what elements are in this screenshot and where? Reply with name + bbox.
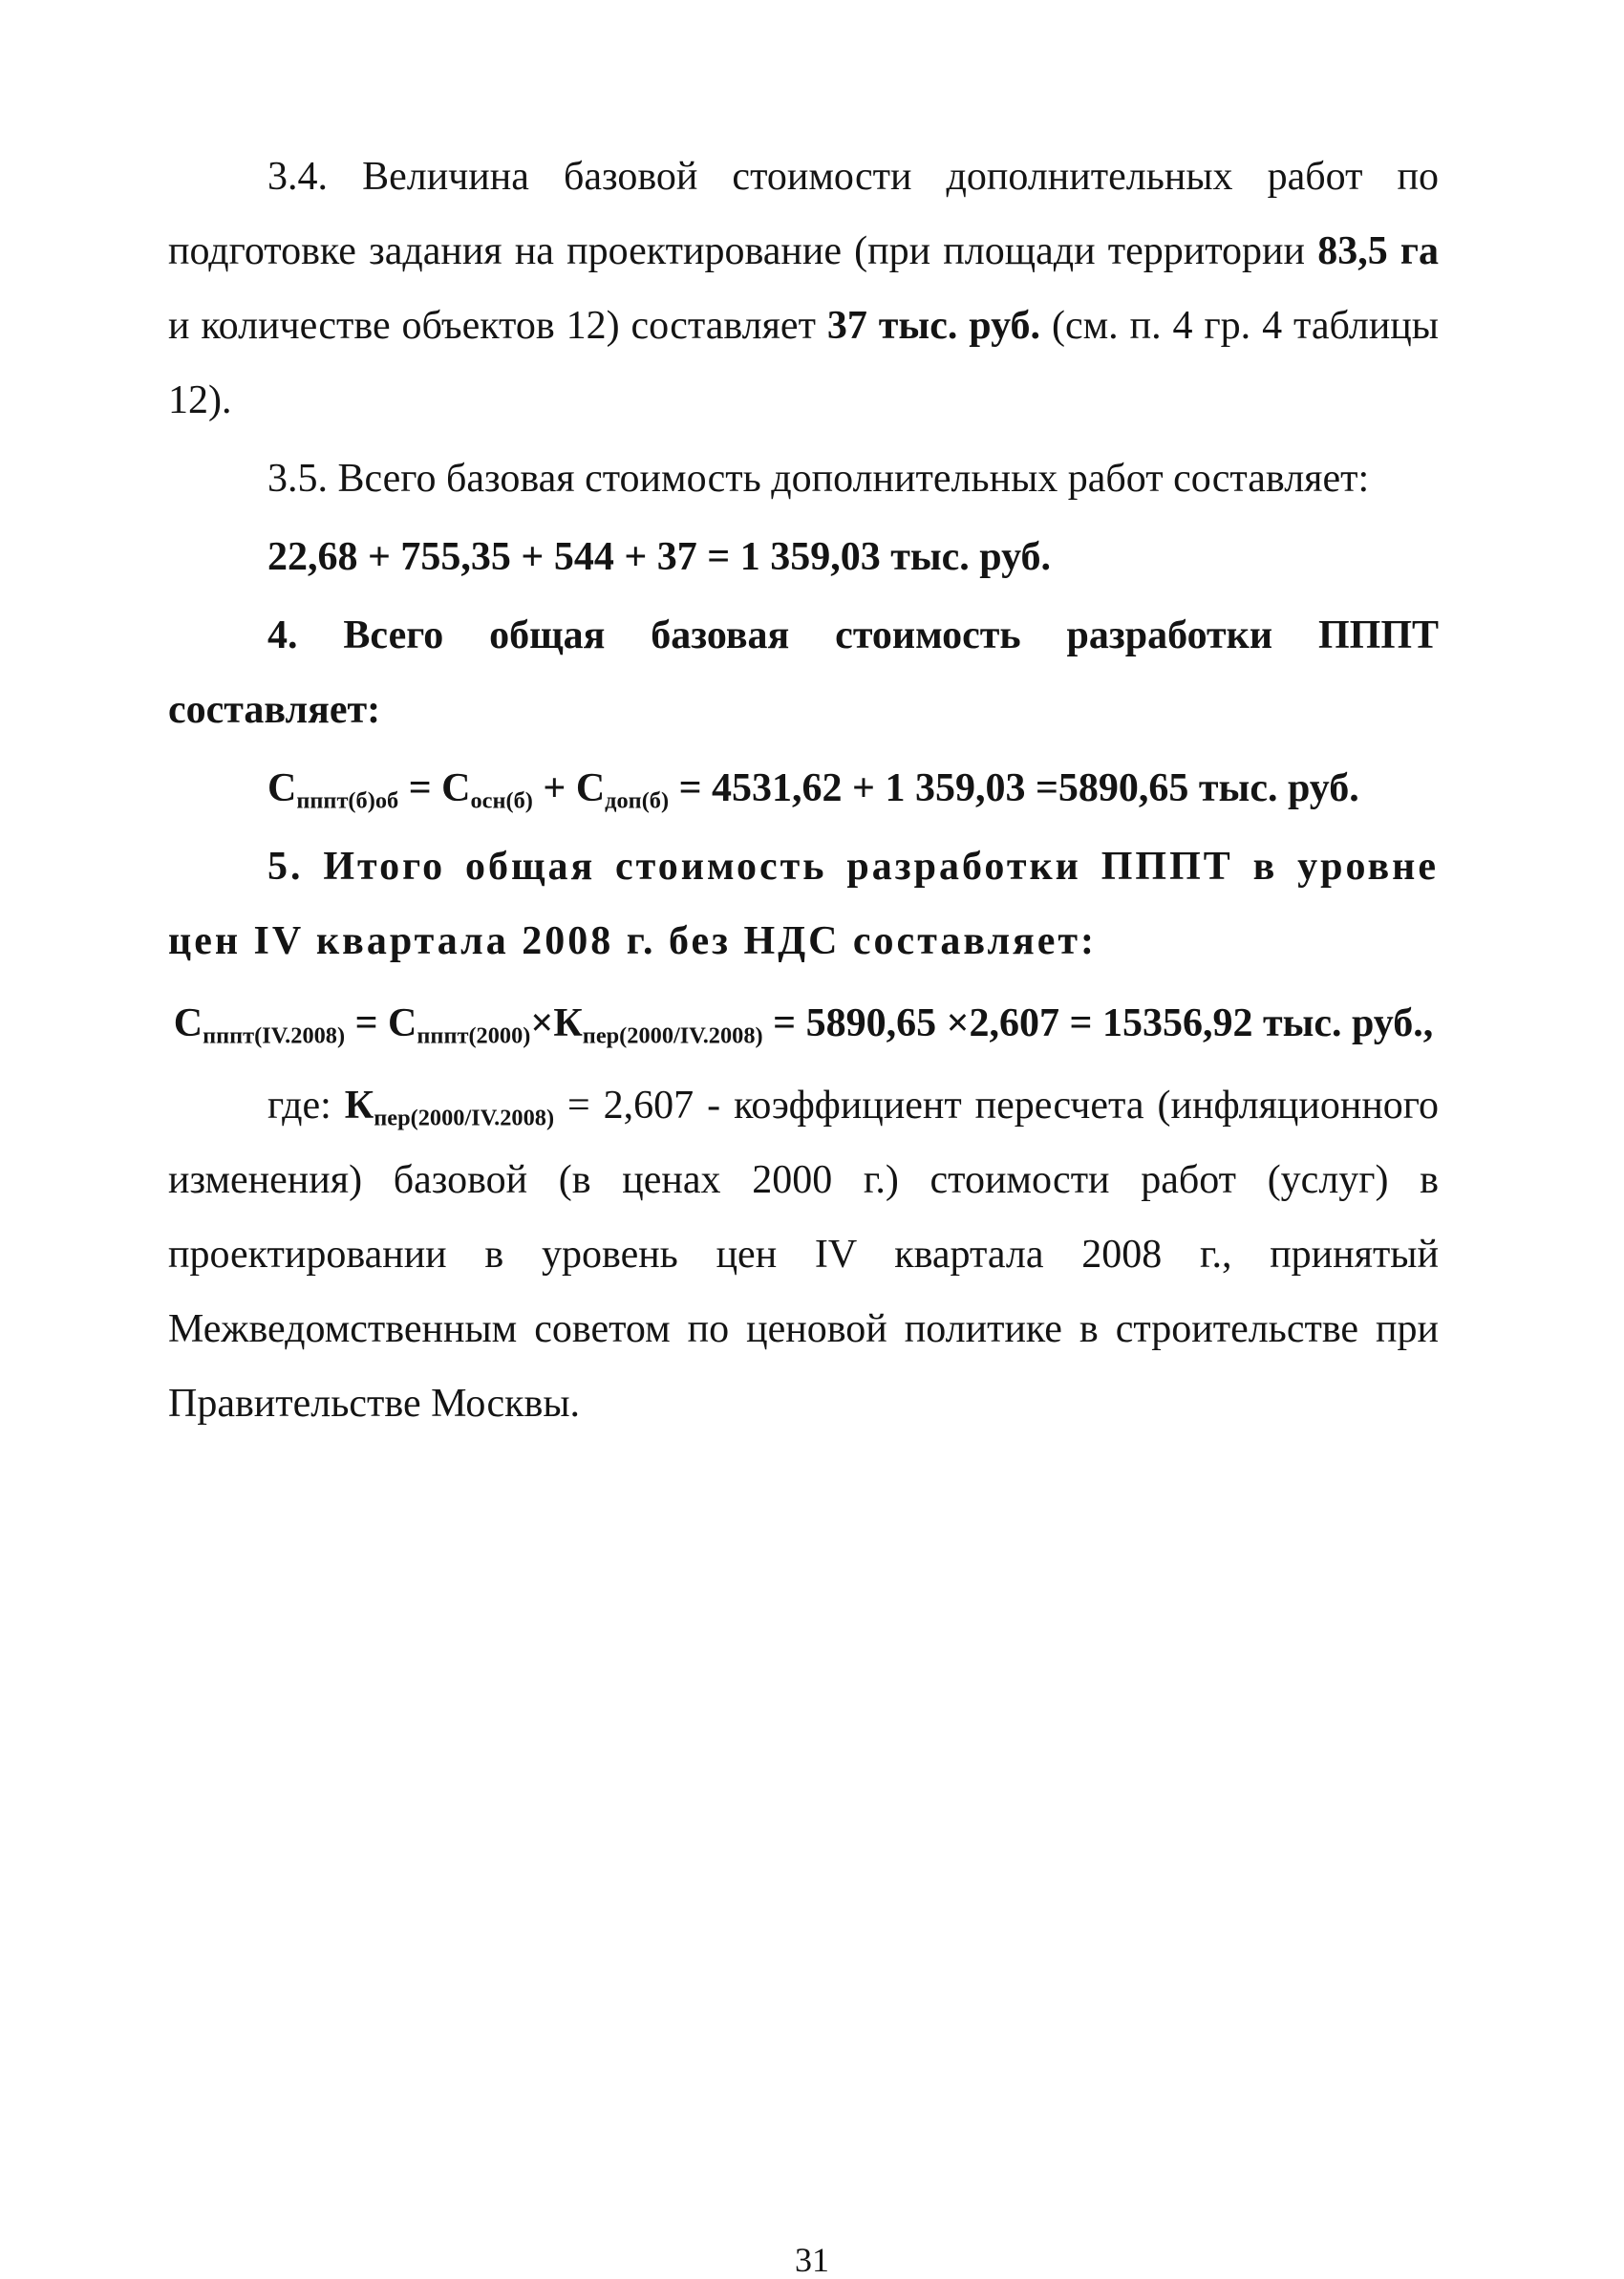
f5-sub1: пппт(IV.2008) xyxy=(203,1022,346,1049)
f4-c1: С xyxy=(267,766,297,810)
paragraph-3-5: 3.5. Всего базовая стоимость дополнительных работ составляет: xyxy=(267,457,1370,501)
p34-tail: (см. п. 4 гр. 4 таблицы 12). xyxy=(168,304,1439,422)
heading-5: 5. Итого общая стоимость разработки ПППТ в уровне цен IV квартала 2008 г. без НДС составляет: xyxy=(168,845,1439,963)
p34-mid: и количестве объектов 12) составляет xyxy=(168,304,827,348)
f4-t2: + С xyxy=(532,766,606,810)
where-k: К xyxy=(344,1084,374,1128)
f5-t1: = С xyxy=(345,1001,417,1045)
where-rest: = 2,607 - коэффициент пересчета (инфляционного изменения) базовой (в ценах 2000 г.) стоимости работ (услуг) в проектировании в уровень цен IV квартала 2008 г., принятый Межведомственным советом по ценовой политике в строительстве при Правительстве Москвы. xyxy=(168,1084,1439,1426)
paragraph-where xyxy=(168,1068,1439,1441)
f5-sub3: пер(2000/IV.2008) xyxy=(582,1022,763,1049)
p34-cost: 37 тыс. руб. xyxy=(826,304,1041,348)
f5-t2: ×К xyxy=(530,1001,583,1045)
sum-formula: 22,68 + 755,35 + 544 + 37 = 1 359,03 тыс. руб. xyxy=(267,535,1052,579)
where-k-sub: пер(2000/IV.2008) xyxy=(374,1105,555,1131)
formula-total-base-cost xyxy=(168,751,1439,826)
paragraph-3-4 xyxy=(168,140,1439,438)
f5-t3: = 5890,65 ×2,607 = 15356,92 тыс. руб., xyxy=(762,1001,1434,1045)
where-lead: где: xyxy=(267,1084,345,1128)
f5-c1: С xyxy=(173,1001,203,1045)
f4-sub2: осн(б) xyxy=(470,787,533,814)
f5-sub2: пппт(2000) xyxy=(417,1022,531,1049)
formula-indexed-cost xyxy=(168,986,1439,1061)
f4-t1: = С xyxy=(398,766,471,810)
f4-sub3: доп(б) xyxy=(605,787,670,814)
f4-t3: = 4531,62 + 1 359,03 =5890,65 тыс. руб. xyxy=(669,766,1359,810)
body-text xyxy=(168,140,1439,1441)
page-number: 31 xyxy=(795,2241,829,2279)
p34-area: 83,5 га xyxy=(1317,229,1439,273)
p34-lead: 3.4. Величина базовой стоимости дополнительных работ по подготовке задания на проектирование (при площади территории xyxy=(168,155,1439,273)
heading-4: 4. Всего общая базовая стоимость разработки ПППТ составляет: xyxy=(168,613,1439,732)
f4-sub1: пппт(б)об xyxy=(296,787,399,814)
